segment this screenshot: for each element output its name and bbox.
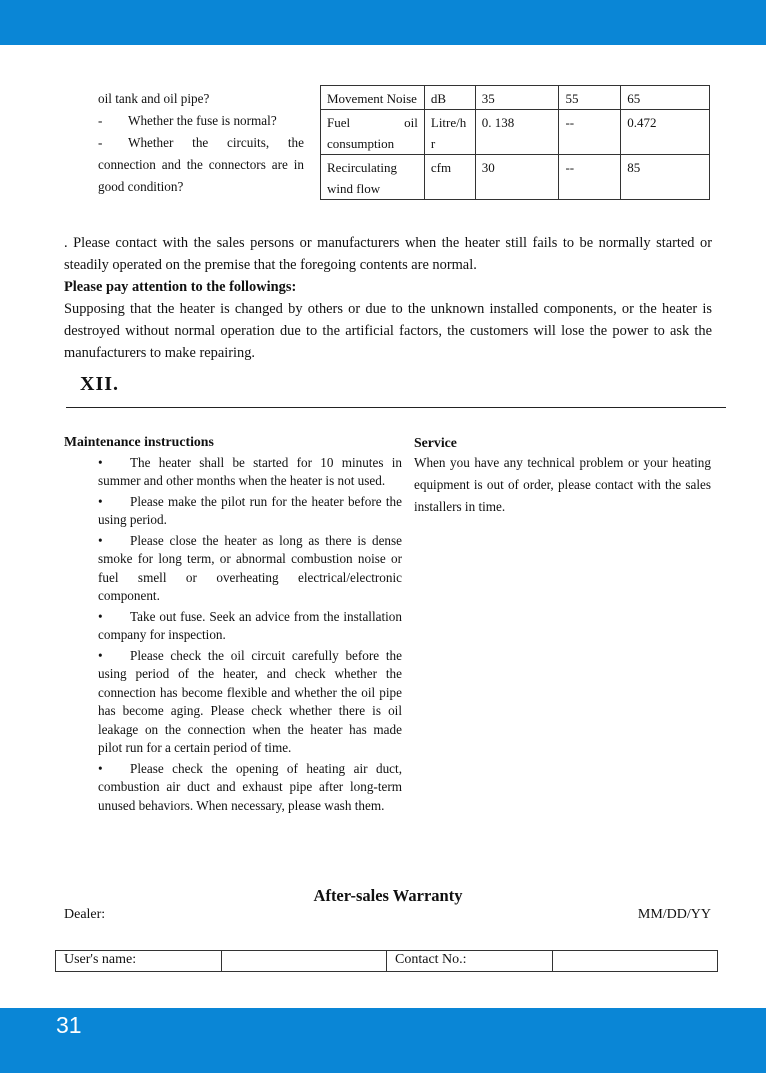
spec-value: 0.472: [621, 110, 710, 155]
attention-paragraph: Supposing that the heater is changed by others or due to the unknown installed components, or the heater is destroyed without normal operation due to the artificial factors, the customers will lose the power to ask the manufacturers to make repairing.: [64, 301, 712, 361]
section-divider: [66, 407, 726, 408]
user-name-field[interactable]: [221, 951, 387, 972]
spec-unit: cfm: [424, 155, 475, 200]
maintenance-item: • Take out fuse. Seek an advice from the installation company for inspection.: [98, 608, 402, 642]
service-title: Service: [414, 435, 457, 450]
contact-paragraph: . Please contact with the sales persons or manufacturers when the heater still fails to be normally started or steadily operated on the premise that the foregoing contents are normal.: [64, 235, 712, 273]
spec-value: 85: [621, 155, 710, 200]
spec-value: --: [559, 155, 621, 200]
maintenance-section: [64, 433, 402, 817]
page-number: 31: [56, 1012, 82, 1038]
user-name-label: User's name:: [56, 951, 222, 972]
spec-label: Fuel oil consumption: [321, 110, 425, 155]
warranty-title: After-sales Warranty: [313, 886, 463, 905]
spec-unit: Litre/hr: [424, 110, 475, 155]
service-section: [414, 433, 711, 518]
maintenance-item: • Please check the opening of heating air duct, combustion air duct and exhaust pipe after long-term unused behaviors. When necessary, please wash them.: [98, 760, 402, 813]
contact-number-label: Contact No.:: [387, 951, 553, 972]
spec-row-noise: [321, 86, 710, 110]
spec-value: --: [559, 110, 621, 155]
spec-table: [320, 85, 710, 200]
header-band: [0, 0, 766, 45]
maintenance-item: • Please close the heater as long as there is dense smoke for long term, or abnormal combustion noise or fuel smell or overheating electrical/electronic component.: [98, 532, 402, 603]
check-item-fuse: - Whether the fuse is normal?: [98, 113, 277, 128]
maintenance-item: • Please check the oil circuit carefully before the using period of the heater, and check whether the connection has become flexible and whether the oil pipe has become aging. Please check whether there is oil leakage on the connection when the heater has made pilot run for a certain period of time.: [98, 647, 402, 755]
maintenance-item: • The heater shall be started for 10 minutes in summer and other months when the heater is not used.: [98, 454, 402, 488]
check-item-circuits: - Whether the circuits, the connection and the connectors are in good condition?: [98, 135, 304, 194]
footer-band: [0, 1008, 766, 1073]
fuse-check-list: [98, 88, 304, 198]
spec-row-wind: [321, 155, 710, 200]
contact-number-field[interactable]: [552, 951, 718, 972]
maintenance-title: Maintenance instructions: [64, 434, 214, 449]
check-line-oil-tank: oil tank and oil pipe?: [98, 91, 210, 106]
spec-unit: dB: [424, 86, 475, 110]
spec-value: 0. 138: [475, 110, 559, 155]
user-info-row: [56, 951, 718, 972]
attention-heading: Please pay attention to the followings:: [64, 279, 297, 295]
service-text: When you have any technical problem or your heating equipment is out of order, please contact with the sales installers in time.: [414, 455, 711, 514]
spec-value: 35: [475, 86, 559, 110]
dealer-label: Dealer:: [64, 907, 106, 922]
spec-value: 55: [559, 86, 621, 110]
spec-value: 65: [621, 86, 710, 110]
spec-label: Recirculating wind flow: [321, 155, 425, 200]
spec-value: 30: [475, 155, 559, 200]
section-number: XII.: [80, 373, 120, 395]
user-info-table: [55, 950, 718, 972]
spec-row-fuel: [321, 110, 710, 155]
maintenance-item: • Please make the pilot run for the heater before the using period.: [98, 493, 402, 527]
date-label: MM/DD/YY: [637, 907, 711, 922]
spec-label: Movement Noise: [321, 86, 425, 110]
